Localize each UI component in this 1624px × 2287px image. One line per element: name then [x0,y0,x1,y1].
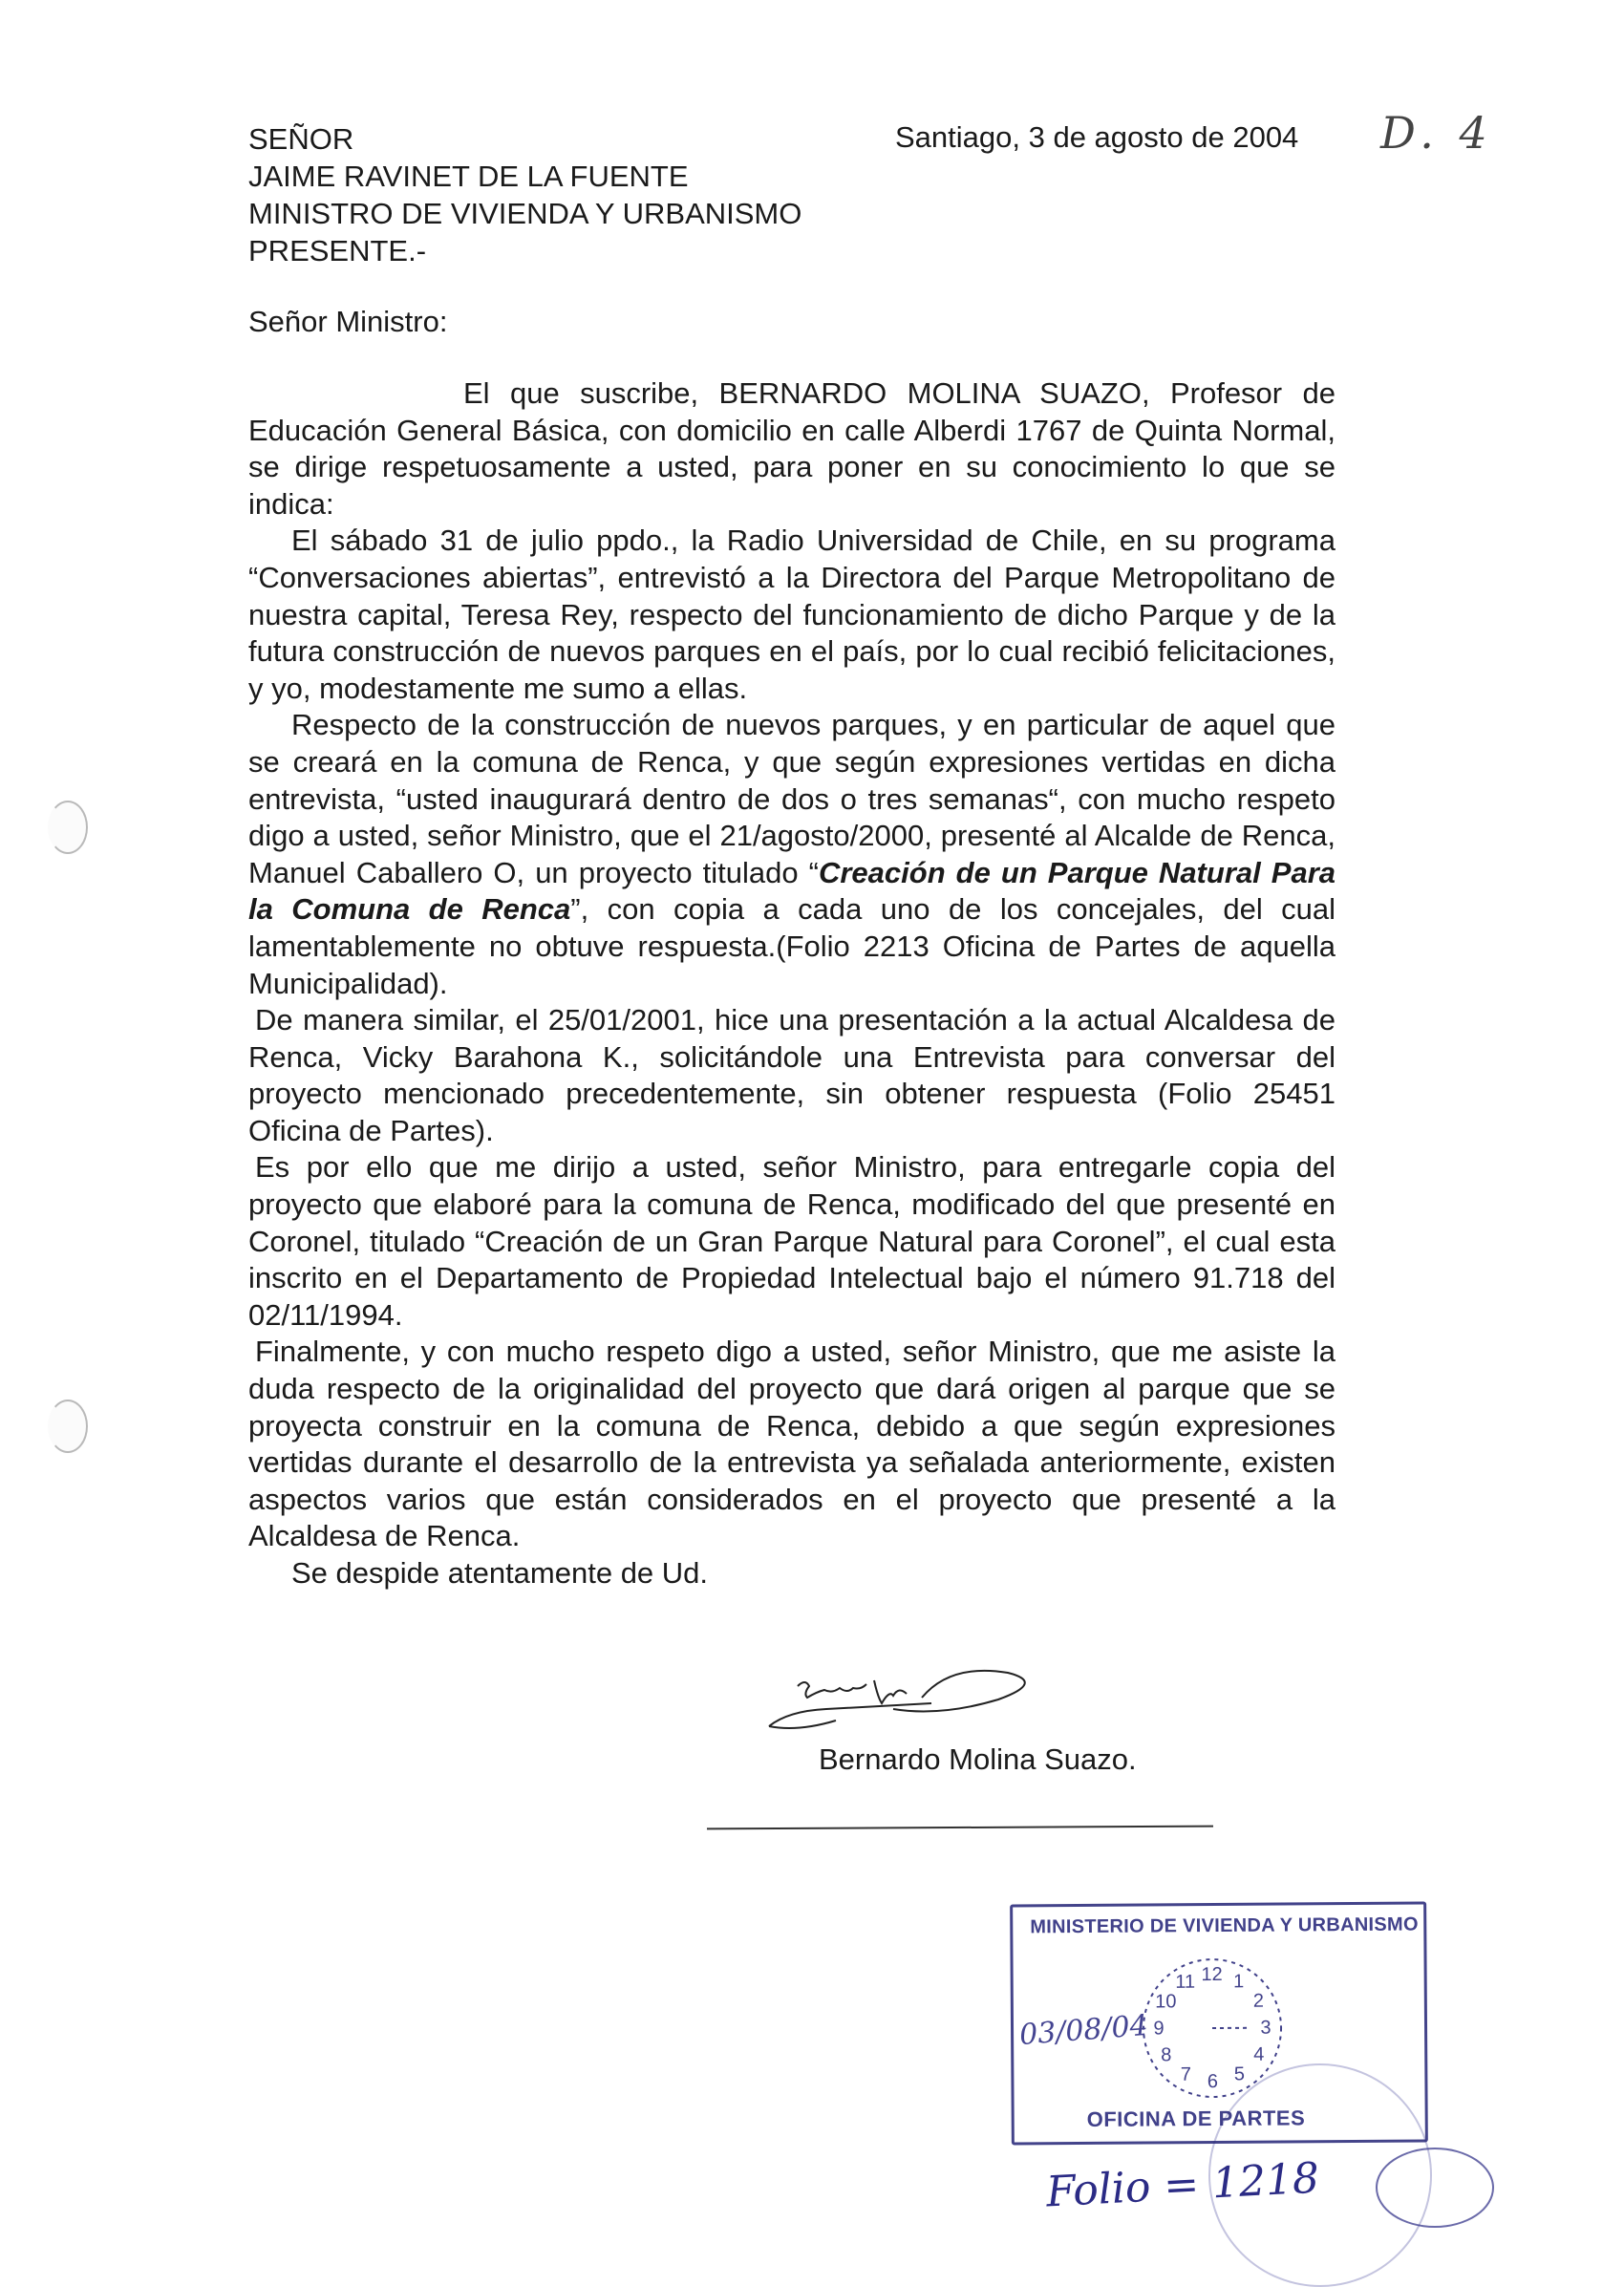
clock-number: 4 [1253,2044,1264,2065]
clock-number: 12 [1201,1964,1222,1985]
clock-number: 3 [1260,2018,1271,2039]
stamp-clock-face [1125,1943,1298,2106]
body-paragraph: El que suscribe, BERNARDO MOLINA SUAZO, Profesor de Educación General Básica, con domicilio en calle Alberdi 1767 de Quinta Normal, se dirige respetuosamente a usted, para poner en su conocimiento lo que se indica: [248,375,1336,523]
addressee-line: MINISTRO DE VIVIENDA Y URBANISMO [248,195,801,232]
body-paragraph: El sábado 31 de julio ppdo., la Radio Universidad de Chile, en su programa “Conversaciones abiertas”, entrevistó a la Directora del Parque Metropolitano de nuestra capital, Teresa Rey, respecto del funcionamiento de dicho Parque y de la futura construcción de nuevos parques en el país, por lo cual recibió felicitaciones, y yo, modestamente me sumo a ellas. [248,523,1336,707]
addressee-line: PRESENTE.- [248,232,801,269]
letter-date: Santiago, 3 de agosto de 2004 [895,120,1298,155]
body-paragraph: De manera similar, el 25/01/2001, hice una presentación a la actual Alcaldesa de Renca, Vicky Barahona K., solicitándole una Entrevista para conversar del proyecto mencionado precedentemente, sin obtener respuesta (Folio 25451 Oficina de Partes). [248,1002,1336,1149]
body-paragraph [248,707,1336,1002]
corner-handwritten-annotation: D. 4 [1380,107,1493,159]
closing-line: Se despide atentamente de Ud. [248,1555,1336,1592]
clock-number: 6 [1207,2071,1218,2092]
clock-number: 11 [1175,1972,1195,1993]
clock-number: 2 [1253,1991,1264,2012]
body-paragraph: Finalmente, y con mucho respeto digo a usted, señor Ministro, que me asiste la duda respecto de la originalidad del proyecto que dará origen al parque que se proyecta construir en la comuna de Renca, debido a que según expresiones vertidas durante el desarrollo de la entrevista ya señalada anteriormente, existen aspectos varios que están considerados en el proyecto que presenté a la Alcaldesa de Renca. [248,1334,1336,1555]
addressee-line: SEÑOR [248,120,801,158]
stamp-office-label: OFICINA DE PARTES [1087,2105,1306,2132]
body-paragraph: Es por ello que me dirijo a usted, señor Ministro, para entregarle copia del proyecto que elaboré para la comuna de Renca, modificado del que presenté en Coronel, titulado “Creación de un Gran Parque Natural para Coronel”, el cual esta inscrito en el Departamento de Propiedad Intelectual bajo el número 91.718 del 02/11/1994. [248,1149,1336,1334]
reception-stamp [1010,1901,1428,2145]
signature-underline [707,1826,1213,1830]
clock-number: 8 [1161,2044,1171,2065]
clock-number: 5 [1234,2063,1245,2084]
clock-number: 10 [1155,1991,1176,2012]
letter-body [248,375,1336,1592]
stamp-handwritten-date: 03/08/04 [1018,2009,1149,2052]
signer-name: Bernardo Molina Suazo. [819,1742,1137,1777]
salutation: Señor Ministro: [248,305,447,339]
clock-number: 1 [1233,1971,1244,1992]
addressee-line: JAIME RAVINET DE LA FUENTE [248,158,801,195]
project-title: Creación de un Parque Natural Para la Comuna de Renca [248,856,1336,927]
addressee-block [248,120,801,269]
clock-number: 9 [1153,2018,1164,2039]
folio-circle-mark [1376,2148,1494,2228]
clock-number: 7 [1181,2064,1191,2085]
binder-hole [48,801,88,854]
binder-hole [48,1400,88,1453]
handwritten-signature [759,1667,1161,1753]
paragraph-text: ”, con copia a cada uno de los concejales, del cual lamentablemente no obtuve respuesta.(Folio 2213 Oficina de Partes de aquella Municipalidad). [248,892,1336,999]
handwritten-folio-note: Folio = 1218 [1045,2154,1320,2217]
paragraph-text: Respecto de la construcción de nuevos parques, y en particular de aquel que se creará en la comuna de Renca, y que según expresiones vertidas en dicha entrevista, “usted inaugurará dentro de dos o tres semanas“, con mucho respeto digo a usted, señor Ministro, que el 21/agosto/2000, presenté al Alcalde de Renca, Manuel Caballero O, un proyecto titulado “ [248,708,1336,888]
stamp-title: MINISTERIO DE VIVIENDA Y URBANISMO [1030,1914,1419,1939]
